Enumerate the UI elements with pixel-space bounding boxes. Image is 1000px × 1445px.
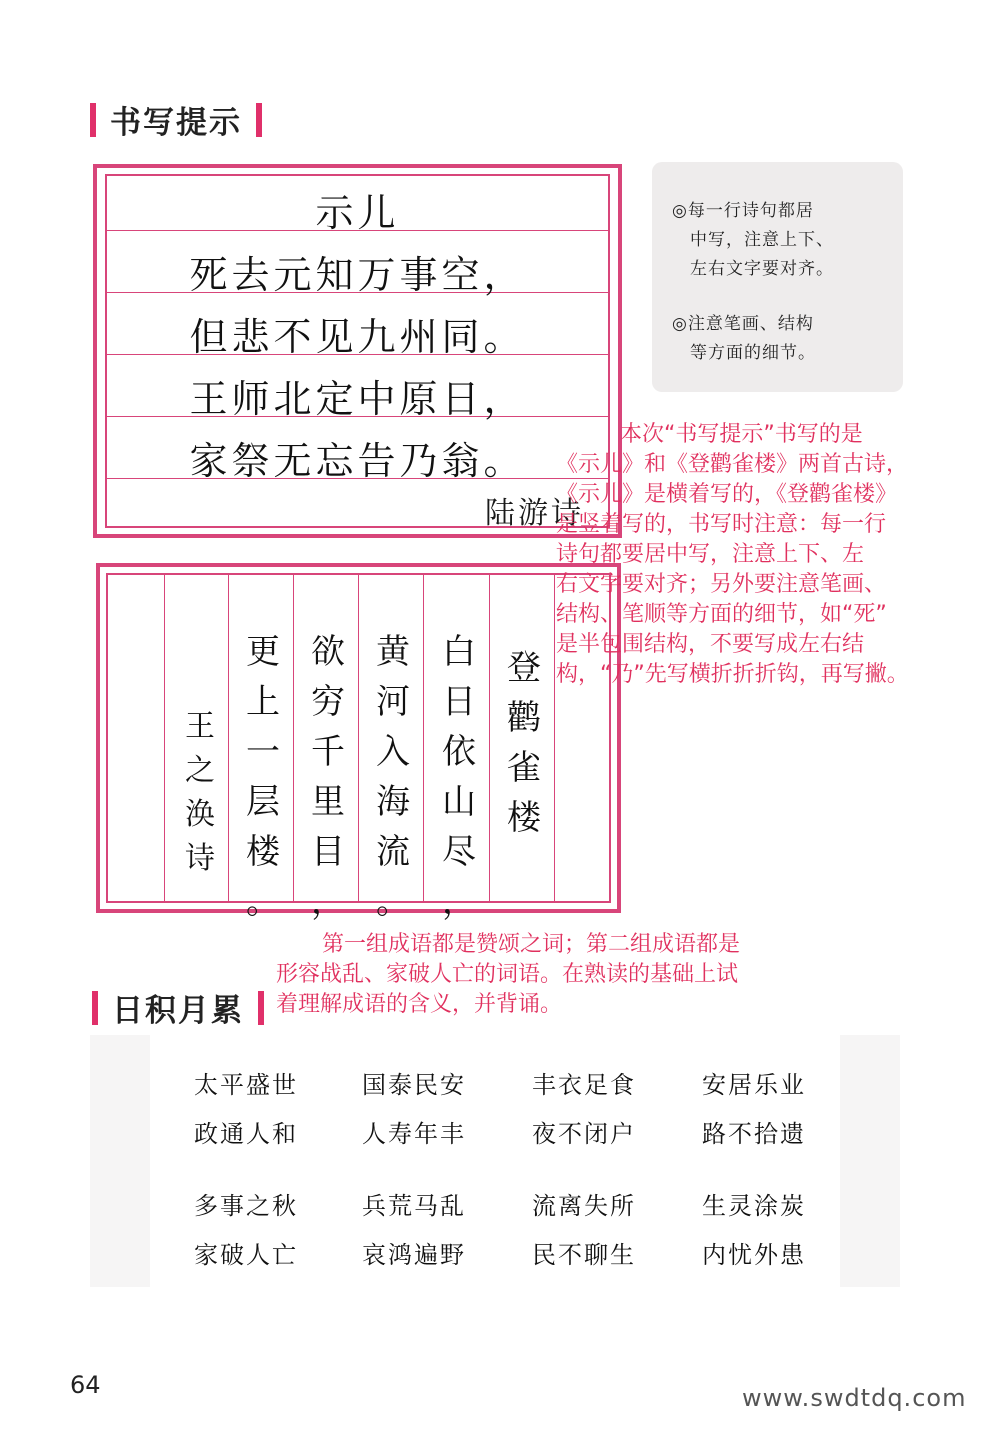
idiom: 路不拾遗: [702, 1120, 806, 1148]
idiom: 家破人亡: [194, 1241, 298, 1269]
grid-rule: [164, 575, 165, 901]
idiom: 流离失所: [532, 1192, 636, 1220]
idiom: 民不聊生: [532, 1241, 636, 1269]
grid-rule: [423, 575, 424, 901]
writing-tips-box: [652, 162, 903, 392]
title-bar-left: [92, 991, 98, 1025]
annotation-writing-tips: [556, 420, 909, 690]
annotation-line: 第一组成语都是赞颂之词；第二组成语都是: [322, 932, 741, 957]
poem-line: 家祭无忘告乃翁。: [189, 439, 526, 483]
idiom: 国泰民安: [362, 1071, 466, 1099]
poem-dengguanquelou-grid: [106, 573, 611, 922]
poem-line-vertical: 更 上 一 层 楼 。: [246, 632, 280, 922]
poem-dengguanquelou-box: [96, 563, 621, 922]
annotation-line: 诗句都要居中写，注意上下、左: [556, 542, 865, 567]
idiom: 人寿年丰: [362, 1120, 466, 1148]
poem-line: 死去元知万事空，: [189, 253, 526, 297]
annotation-line: 右文字要对齐；另外要注意笔画、: [556, 572, 887, 597]
poem-author: 陆游诗: [485, 496, 584, 531]
poem-line: 王师北定中原日，: [189, 377, 526, 421]
annotation-line: 本次“书写提示”书写的是: [620, 422, 863, 447]
annotation-line: 着理解成语的含义，并背诵。: [276, 992, 563, 1017]
idiom: 生灵涂炭: [702, 1192, 806, 1220]
section-title-label: 日积月累: [112, 993, 244, 1029]
tip-line: ◎注意笔画、结构: [672, 314, 814, 334]
poem-line-vertical: 欲 穷 千 里 目 ，: [311, 632, 345, 922]
poem-shier-box: [93, 164, 622, 538]
tip-line: ◎每一行诗句都居: [672, 201, 814, 221]
poem-title-vertical: 登 鹳 雀 楼: [507, 648, 541, 838]
tip-line: 等方面的细节。: [690, 343, 816, 363]
idiom: 政通人和: [194, 1120, 298, 1148]
tip-line: 左右文字要对齐。: [690, 259, 834, 279]
grid-rule: [228, 575, 229, 901]
poem-shier-grid: [105, 174, 610, 531]
grid-rule: [358, 575, 359, 901]
idiom: 太平盛世: [194, 1071, 298, 1099]
title-bar-right: [258, 991, 264, 1025]
annotation-line: 形容战乱、家破人亡的词语。在熟读的基础上试: [276, 962, 739, 987]
grid-rule: [489, 575, 490, 901]
idiom: 安居乐业: [702, 1071, 806, 1099]
poem-line-vertical: 白 日 依 山 尽 ，: [442, 632, 476, 922]
title-bar-left: [90, 103, 96, 137]
idiom: 丰衣足食: [532, 1071, 636, 1099]
watermark: www.swdtdq.com: [742, 1384, 967, 1412]
grid-rule: [554, 575, 555, 901]
annotation-line: 《示儿》和《登鹳雀楼》两首古诗，: [556, 452, 909, 477]
annotation-line: 《示儿》是横着写的，《登鹳雀楼》: [556, 482, 898, 507]
annotation-line: 是半包围结构，不要写成左右结: [556, 632, 865, 657]
annotation-line: 构，“乃”先写横折折折钩，再写撇。: [556, 662, 909, 687]
idiom: 哀鸿遍野: [362, 1241, 466, 1269]
grid-rule: [293, 575, 294, 901]
poem-line: 但悲不见九州同。: [189, 315, 526, 359]
annotation-line: 结构、笔顺等方面的细节，如“死”: [556, 602, 887, 627]
page-number: 64: [70, 1371, 101, 1399]
annotation-line: 是竖着写的，书写时注意：每一行: [556, 512, 887, 537]
annotation-idioms: [276, 930, 740, 1020]
idiom: 内忧外患: [702, 1241, 806, 1269]
tip-line: 中写，注意上下、: [690, 230, 834, 250]
section-title-daily-accumulation: [92, 985, 264, 1030]
idiom: 夜不闭户: [532, 1120, 636, 1148]
idiom: 多事之秋: [194, 1192, 298, 1220]
idiom: 兵荒马乱: [362, 1192, 466, 1220]
idioms-panel: [90, 1035, 900, 1287]
poem-line-vertical: 黄 河 入 海 流 。: [376, 632, 410, 922]
section-title-writing-tips: [90, 97, 262, 142]
poem-author-vertical: 王 之 涣 诗: [185, 709, 215, 876]
section-title-label: 书写提示: [110, 105, 242, 141]
tip-item: [672, 310, 892, 368]
poem-title: 示儿: [315, 191, 400, 235]
title-bar-right: [256, 103, 262, 137]
tip-item: [672, 197, 892, 284]
